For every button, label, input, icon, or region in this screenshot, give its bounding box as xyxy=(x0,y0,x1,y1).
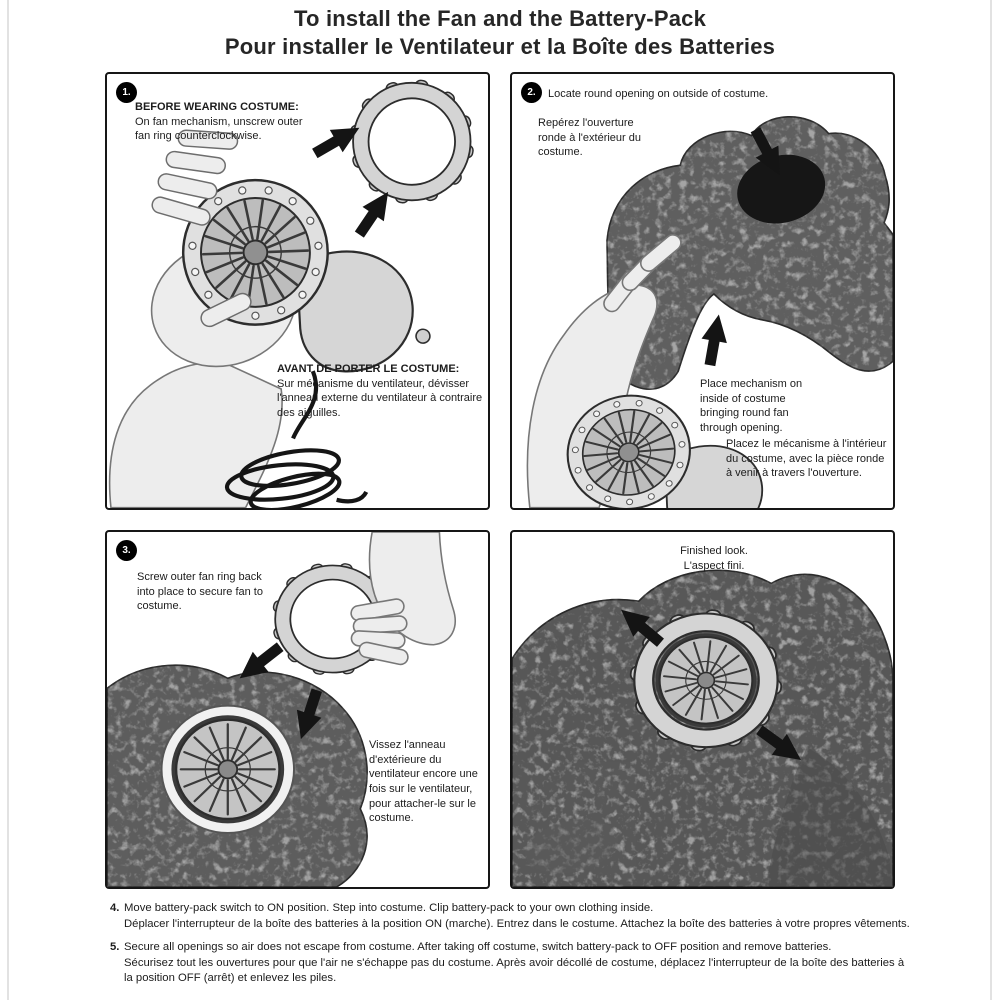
step1-text-en xyxy=(135,100,313,144)
step2-number-badge: 2. xyxy=(521,82,542,103)
step4-text-en: Move battery-pack switch to ON position. Step into costume. Clip battery-pack to your own clothing inside. xyxy=(124,902,654,914)
step1-heading-fr: AVANT DE PORTER LE COSTUME: xyxy=(277,363,460,375)
panel-finished-look xyxy=(510,530,895,889)
step2-body-fr: Placez le mécanisme à l'intérieur du costume, avec la pièce ronde à venir à travers l'ouverture. xyxy=(726,438,887,480)
step4-number: 4. xyxy=(110,902,120,914)
step5-text-fr: Sécurisez tout les ouvertures pour que l'air ne s'échappe pas du costume. Après avoir décollé de costume, déplacez l'interrupteur de la boîte des batteries à la position OFF (arrêt) et enlevez les piles. xyxy=(124,956,905,985)
step1-heading-en: BEFORE WEARING COSTUME: xyxy=(135,101,299,113)
step3-number-badge: 3. xyxy=(116,540,137,561)
panel-step1 xyxy=(105,72,490,510)
step5-text-en: Secure all openings so air does not escape from costume. After taking off costume, switch battery-pack to OFF position and remove batteries. xyxy=(124,941,832,954)
fan-ring-illustration xyxy=(340,74,483,213)
page-title-fr: Pour installer le Ventilateur et la Boîte des Batteries xyxy=(224,34,776,60)
step3-caption-en: Screw outer fan ring back into place to secure fan to costume. xyxy=(137,571,263,613)
finished-look-caption-fr: L'aspect fini. xyxy=(683,559,745,572)
hand-illustration xyxy=(350,532,455,666)
right-edge-line xyxy=(990,0,992,1000)
installed-fan-illustration xyxy=(162,706,295,833)
step1-number-badge: 1. xyxy=(116,82,137,103)
step1-text-fr xyxy=(277,362,483,421)
panel-step2 xyxy=(510,72,895,510)
step-4 xyxy=(110,901,910,932)
finished-look-illustration xyxy=(512,532,893,887)
page-title-en: To install the Fan and the Battery-Pack xyxy=(293,6,707,31)
step2-caption-en: Locate round opening on outside of costume. xyxy=(548,88,769,100)
step2-body-en: Place mechanism on inside of costume bringing round fan through opening. xyxy=(700,378,803,434)
panel-step3 xyxy=(105,530,490,889)
step3-caption-fr: Vissez l'anneau d'extérieure du ventilateur encore une fois sur le ventilateur, pour attacher-le sur le costume. xyxy=(369,739,478,825)
step2-caption-fr: Repérez l'ouverture ronde à l'extérieur du costume. xyxy=(538,117,641,159)
finished-look-caption-en: Finished look. xyxy=(680,545,748,557)
step1-body-en: On fan mechanism, unscrew outer fan ring counterclockwise. xyxy=(135,115,303,143)
step1-body-fr: Sur mécanisme du ventilateur, dévisser l'anneau externe du ventilateur à contraire des aiguilles. xyxy=(277,377,483,419)
step5-number: 5. xyxy=(110,941,120,954)
step4-text-fr: Déplacer l'interrupteur de la boîte des batteries à la position ON (marche). Entrez dans le costume. Attachez la boîte des batteries à votre propres vêtements. xyxy=(124,917,910,930)
finished-look-caption xyxy=(648,544,780,573)
page-title xyxy=(0,5,1000,61)
step-5 xyxy=(110,940,910,987)
footer-steps xyxy=(110,901,910,995)
left-edge-line xyxy=(7,0,9,1000)
